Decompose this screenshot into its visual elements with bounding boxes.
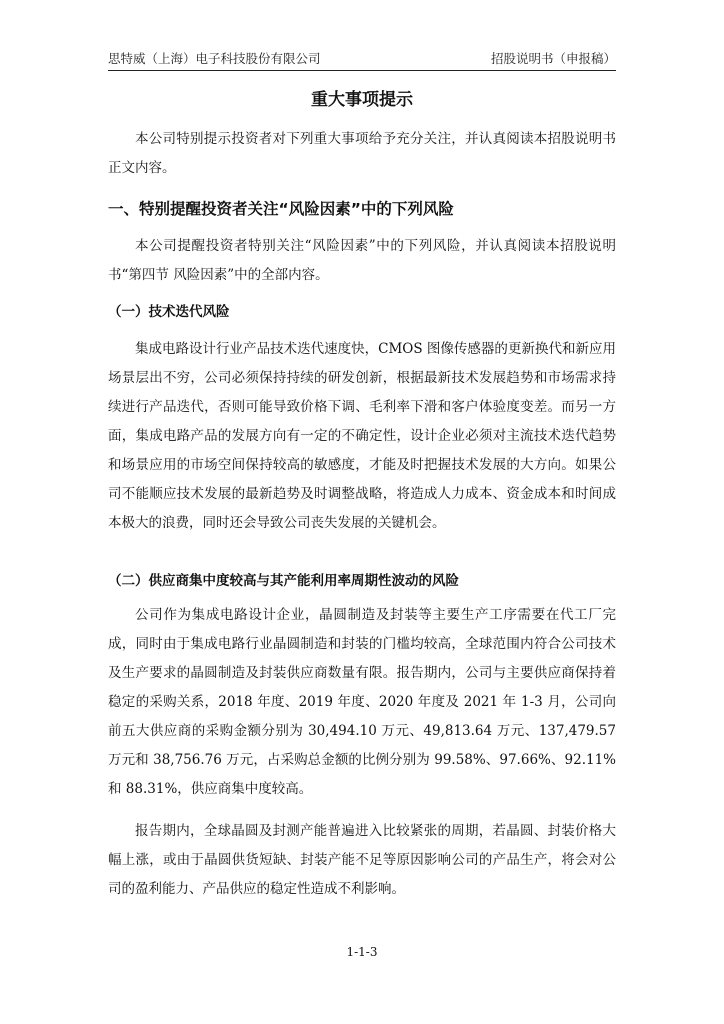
subsection1-heading: （一）技术迭代风险 [108, 304, 230, 320]
subsection2-heading: （二）供应商集中度较高与其产能利用率周期性波动的风险 [108, 573, 459, 589]
subsection2-body-2: 报告期内，全球晶圆及封测产能普遍进入比较紧张的周期，若晶圆、封装价格大幅上涨，或由于晶圆供货短缺、封装产能不足等原因影响公司的产品生产，将会对公司的盈利能力、产品供应的稳定性造成不利影响。 [108, 823, 616, 897]
section1-intro-paragraph: 本公司提醒投资者特别关注“风险因素”中的下列风险，并认真阅读本招股说明书“第四节 风险因素”中的全部内容。 [108, 238, 616, 283]
header-document-type: 招股说明书（申报稿） [490, 51, 616, 66]
intro-paragraph: 本公司特别提示投资者对下列重大事项给予充分关注，并认真阅读本招股说明书正文内容。 [108, 131, 616, 176]
subsection1-body: 集成电路设计行业产品技术迭代速度快，CMOS 图像传感器的更新换代和新应用场景层出不穷，公司必须保持持续的研发创新，根据最新技术发展趋势和市场需求持续进行产品迭代，否则可能导致价格下调、毛利率下滑和客户体验度变差。而另一方面，集成电路产品的发展方向有一定的不确定性，设计企业必须对主流技术迭代趋势和场景应用的市场空间保持较高的敏感度，才能及时把握技术发展的大方向。如果公司不能顺应技术发展的最新趋势及时调整战略，将造成人力成本、资金成本和时间成本极大的浪费，同时还会导致公司丧失发展的关键机会。 [108, 341, 616, 531]
page-number: 1-1-3 [346, 945, 378, 959]
page-title: 重大事项提示 [311, 90, 413, 110]
section1-heading: 一、特别提醒投资者关注“风险因素”中的下列风险 [108, 200, 454, 218]
subsection2-body-1: 公司作为集成电路设计企业，晶圆制造及封装等主要生产工序需要在代工厂完成，同时由于集成电路行业晶圆制造和封装的门槛均较高，全球范围内符合公司技术及生产要求的晶圆制造及封装供应商数量有限。报告期内，公司与主要供应商保持着稳定的采购关系，2018 年度、2019 年度、2020 年度及 2021 年 1-3 月，公司向前五大供应商的采购金额分别为 30,494.10 万元、49,813.64 万元、137,479.57 万元和 38,756.76 万元，占采购总金额的比例分别为 99.58%、97.66%、92.11%和 88.31%，供应商集中度较高。 [108, 607, 616, 797]
header-divider [108, 70, 616, 71]
page-header [108, 50, 616, 68]
header-company-name: 思特威（上海）电子科技股份有限公司 [108, 51, 321, 66]
